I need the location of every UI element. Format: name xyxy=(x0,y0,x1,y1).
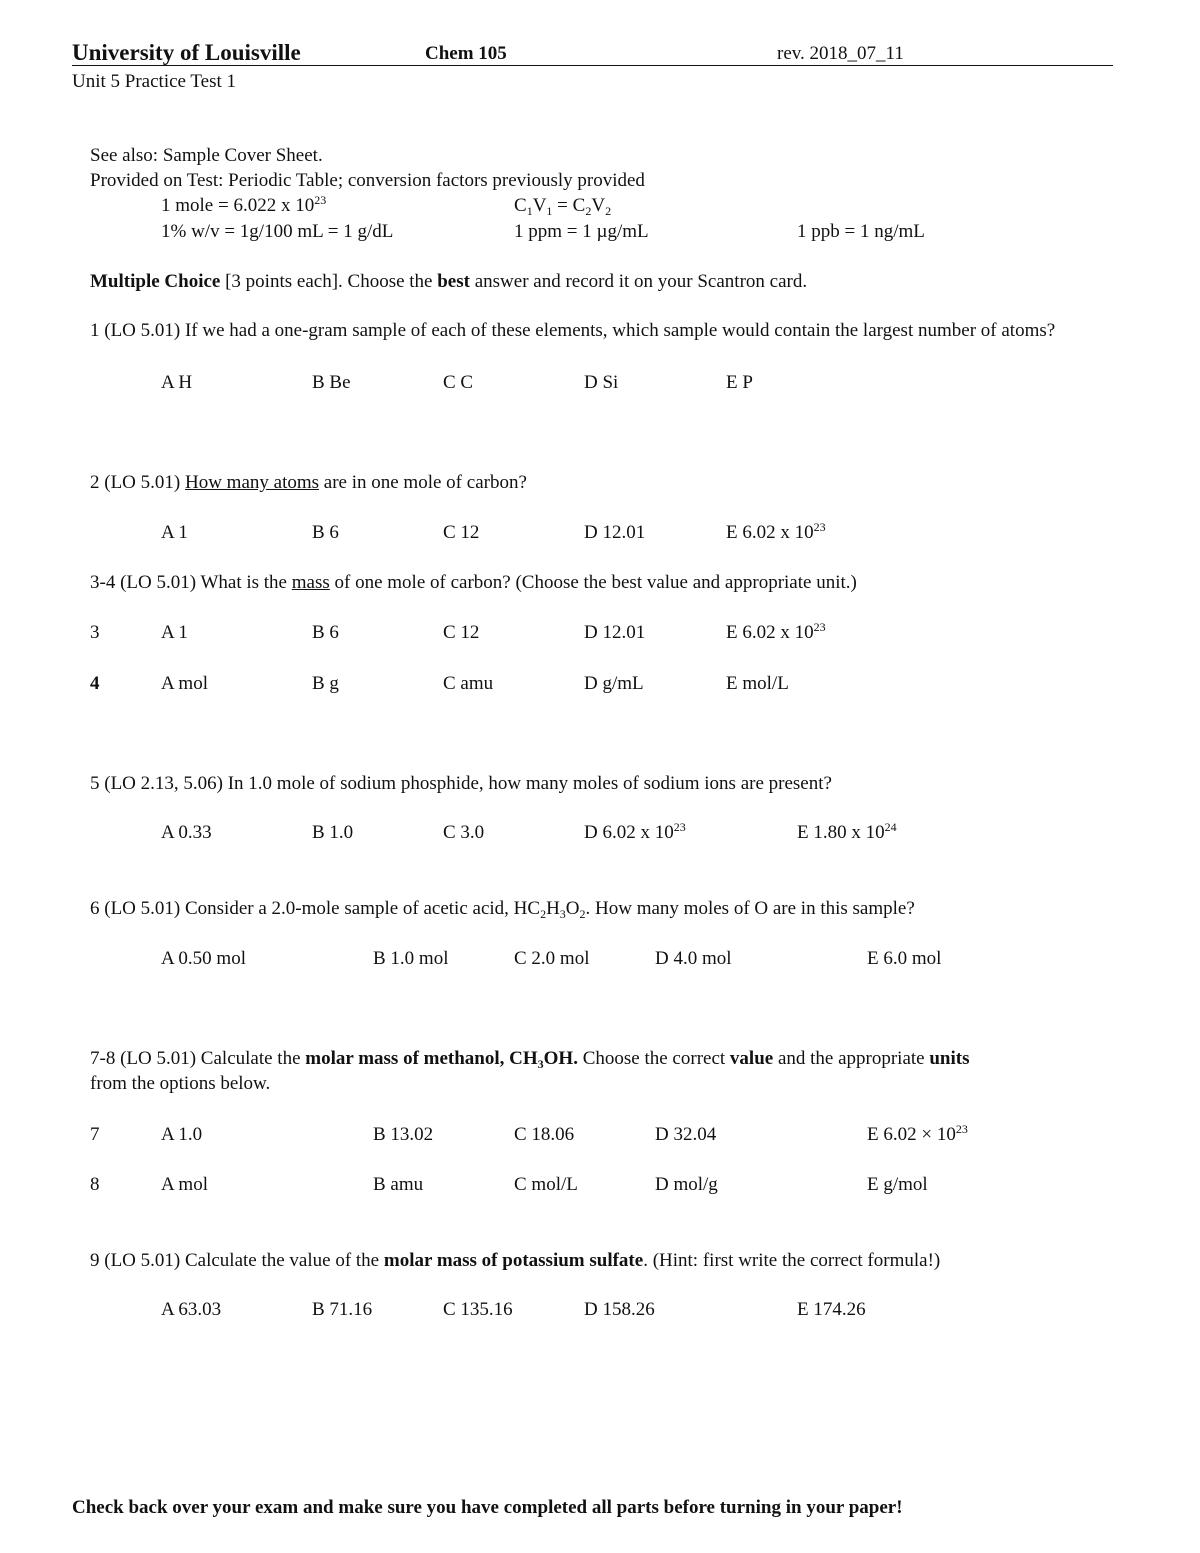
q2-option-a: A 1 xyxy=(161,522,188,543)
q4-option-a: A mol xyxy=(161,673,208,694)
q9-option-b: B 71.16 xyxy=(312,1299,373,1320)
question-9-text: 9 (LO 5.01) Calculate the value of the molar mass of potassium sulfate. (Hint: first write the correct formula!) xyxy=(90,1250,941,1271)
question-7-8-text: 7-8 (LO 5.01) Calculate the molar mass of methanol, $CH_3OH$. Choose the correct value and the appropriate units xyxy=(90,1048,970,1071)
question-5-text: 5 (LO 2.13, 5.06) In 1.0 mole of sodium phosphide, how many moles of sodium ions are present? xyxy=(90,773,832,794)
q1-option-e: E P xyxy=(726,372,753,393)
revision: rev. 2018_07_11 xyxy=(777,43,904,64)
q2-option-e: E 6.02 x $10^{23}$ xyxy=(726,520,826,543)
percent-conversion: 1% w/v = 1g/100 mL = 1 g/dL xyxy=(161,221,394,242)
q9-option-e: E 174.26 xyxy=(797,1299,866,1320)
q3-option-c: C 12 xyxy=(443,622,480,643)
q6-option-b: B 1.0 mol xyxy=(373,948,449,969)
q4-option-b: B g xyxy=(312,673,339,694)
q8-label: 8 xyxy=(90,1174,100,1195)
question-7-8-text-line2: from the options below. xyxy=(90,1073,271,1094)
q3-option-a: A 1 xyxy=(161,622,188,643)
q5-option-b: B 1.0 xyxy=(312,822,354,843)
mc-instructions: Multiple Choice [3 points each]. Choose the best answer and record it on your Scantron card. xyxy=(90,271,808,292)
q3-label: 3 xyxy=(90,622,100,643)
q4-label: 4 xyxy=(90,673,100,694)
q2-option-c: C 12 xyxy=(443,522,480,543)
q4-option-d: D g/mL xyxy=(584,673,644,694)
q2-option-d: D 12.01 xyxy=(584,522,646,543)
q5-option-c: C 3.0 xyxy=(443,822,485,843)
q7-option-e: E $6.02 \times 10^{23}$ xyxy=(867,1122,968,1145)
q3-option-b: B 6 xyxy=(312,622,339,643)
dilution-equation: $C_1V_1 = C_2V_2$ xyxy=(514,195,612,218)
q1-option-a: A H xyxy=(161,372,193,393)
q8-option-e: E g/mol xyxy=(867,1174,928,1195)
q1-option-c: C C xyxy=(443,372,474,393)
ppm-conversion: 1 ppm = 1 µg/mL xyxy=(514,221,649,242)
q9-option-c: C 135.16 xyxy=(443,1299,513,1320)
q6-option-d: D 4.0 mol xyxy=(655,948,732,969)
question-3-4-text: 3-4 (LO 5.01) What is the mass of one mole of carbon? (Choose the best value and appropriate unit.) xyxy=(90,572,857,593)
q4-option-c: C amu xyxy=(443,673,494,694)
footer-reminder: Check back over your exam and make sure you have completed all parts before turning in your paper! xyxy=(72,1497,903,1518)
mole-equation: 1 mole = 6.022 x $10^{23}$ xyxy=(161,193,327,216)
course-name: Chem 105 xyxy=(425,43,507,64)
q4-option-e: E mol/L xyxy=(726,673,789,694)
test-subtitle: Unit 5 Practice Test 1 xyxy=(72,71,237,92)
q5-option-e: E 1.80 x $10^{24}$ xyxy=(797,820,897,843)
q5-option-a: A 0.33 xyxy=(161,822,212,843)
ppb-conversion: 1 ppb = 1 ng/mL xyxy=(797,221,925,242)
q9-option-a: A 63.03 xyxy=(161,1299,222,1320)
q7-option-a: A 1.0 xyxy=(161,1124,203,1145)
q5-option-d: D 6.02 x $10^{23}$ xyxy=(584,820,686,843)
q3-option-d: D 12.01 xyxy=(584,622,646,643)
q3-option-e: E 6.02 x $10^{23}$ xyxy=(726,620,826,643)
q8-option-b: B amu xyxy=(373,1174,424,1195)
question-2-text: 2 (LO 5.01) How many atoms are in one mole of carbon? xyxy=(90,472,527,493)
question-6-text: 6 (LO 5.01) Consider a 2.0-mole sample of acetic acid, $HC_2H_3O_2$. How many moles of O are in this sample? xyxy=(90,898,915,921)
q6-option-e: E 6.0 mol xyxy=(867,948,942,969)
q7-option-c: C 18.06 xyxy=(514,1124,575,1145)
see-also: See also: Sample Cover Sheet. xyxy=(90,145,323,166)
q6-option-a: A 0.50 mol xyxy=(161,948,246,969)
q8-option-c: C mol/L xyxy=(514,1174,578,1195)
q7-option-d: D 32.04 xyxy=(655,1124,717,1145)
question-1-text: 1 (LO 5.01) If we had a one-gram sample of each of these elements, which sample would contain the largest number of atoms? xyxy=(90,320,1056,341)
q8-option-d: D mol/g xyxy=(655,1174,718,1195)
university-name: University of Louisville xyxy=(72,40,301,65)
q8-option-a: A mol xyxy=(161,1174,208,1195)
provided-line: Provided on Test: Periodic Table; conversion factors previously provided xyxy=(90,170,645,191)
q1-option-b: B Be xyxy=(312,372,351,393)
header-rule xyxy=(72,65,1113,66)
q1-option-d: D Si xyxy=(584,372,619,393)
q9-option-d: D 158.26 xyxy=(584,1299,655,1320)
q6-option-c: C 2.0 mol xyxy=(514,948,590,969)
q7-label: 7 xyxy=(90,1124,100,1145)
q2-option-b: B 6 xyxy=(312,522,339,543)
q7-option-b: B 13.02 xyxy=(373,1124,434,1145)
